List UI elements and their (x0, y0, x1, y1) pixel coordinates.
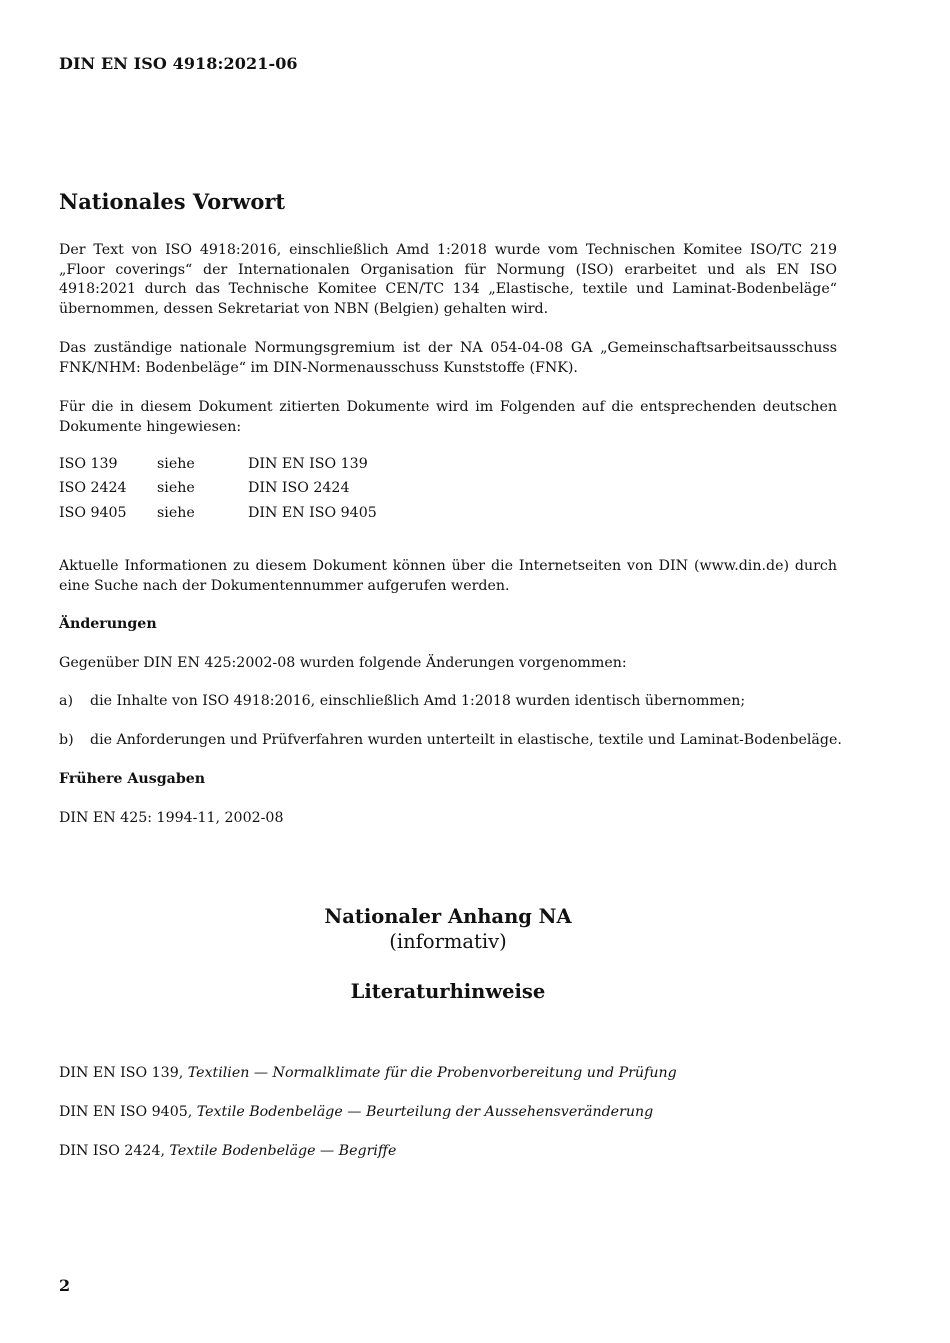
subheading-fruehere-ausgaben: Frühere Ausgaben (59, 771, 206, 787)
literature-ref: DIN EN ISO 9405, (59, 1104, 197, 1120)
literature-title: Literaturhinweise (350, 980, 546, 1003)
reference-siehe: siehe (157, 505, 195, 521)
reference-din: DIN ISO 2424 (248, 480, 350, 496)
vorwort-paragraph-2: Das zuständige nationale Normungsgremium ist der NA 054-04-08 GA „Gemeinschaftsarbeitsausschuss FNK/NHM: Bodenbeläge“ im DIN-Normenausschuss Kunststoffe (FNK). (59, 340, 837, 376)
section-title-vorwort: Nationales Vorwort (59, 189, 286, 214)
subheading-aenderungen: Änderungen (59, 616, 157, 632)
reference-iso: ISO 2424 (59, 480, 127, 496)
reference-din: DIN EN ISO 9405 (248, 505, 377, 521)
literature-ref: DIN EN ISO 139, (59, 1065, 188, 1081)
vorwort-paragraph-1: Der Text von ISO 4918:2016, einschließlich Amd 1:2018 wurde vom Technischen Komitee ISO/TC 219 „Floor coverings“ der Internationalen Organisation für Normung (ISO) erarbeitet und als EN ISO 4918:2021 durch das Technische Komitee CEN/TC 134 „Elastische, textile und Laminat-Bodenbeläge“ übernommen, dessen Sekretariat von NBN (Belgien) gehalten wird. (59, 242, 837, 317)
literature-entry (59, 1104, 653, 1120)
literature-title-text: Textile Bodenbeläge — Begriffe (169, 1143, 397, 1159)
literature-ref: DIN ISO 2424, (59, 1143, 170, 1159)
list-text: die Inhalte von ISO 4918:2016, einschließlich Amd 1:2018 wurden identisch übernommen; (90, 693, 746, 709)
document-id-header: DIN EN ISO 4918:2021-06 (59, 54, 298, 73)
fruehere-ausgaben-text: DIN EN 425: 1994-11, 2002-08 (59, 810, 284, 826)
literature-title-text: Textile Bodenbeläge — Beurteilung der Aussehensveränderung (196, 1104, 654, 1120)
list-text: die Anforderungen und Prüfverfahren wurden unterteilt in elastische, textile und Laminat-Bodenbeläge. (90, 732, 842, 748)
literature-entry (59, 1143, 396, 1159)
vorwort-paragraph-4: Aktuelle Informationen zu diesem Dokument können über die Internetseiten von DIN (www.din.de) durch eine Suche nach der Dokumentennummer aufgerufen werden. (59, 558, 837, 594)
annex-title: Nationaler Anhang NA (324, 905, 572, 928)
annex-subtitle: (informativ) (389, 930, 507, 953)
list-marker: b) (59, 732, 74, 748)
reference-siehe: siehe (157, 456, 195, 472)
page-number: 2 (59, 1276, 71, 1295)
vorwort-paragraph-3: Für die in diesem Dokument zitierten Dokumente wird im Folgenden auf die entsprechenden deutschen Dokumente hingewiesen: (59, 399, 837, 435)
aenderungen-intro: Gegenüber DIN EN 425:2002-08 wurden folgende Änderungen vorgenommen: (59, 655, 627, 671)
list-marker: a) (59, 693, 73, 709)
reference-iso: ISO 139 (59, 456, 118, 472)
literature-entry (59, 1065, 677, 1081)
literature-title-text: Textilien — Normalklimate für die Probenvorbereitung und Prüfung (187, 1065, 677, 1081)
reference-din: DIN EN ISO 139 (248, 456, 368, 472)
reference-iso: ISO 9405 (59, 505, 127, 521)
reference-siehe: siehe (157, 480, 195, 496)
